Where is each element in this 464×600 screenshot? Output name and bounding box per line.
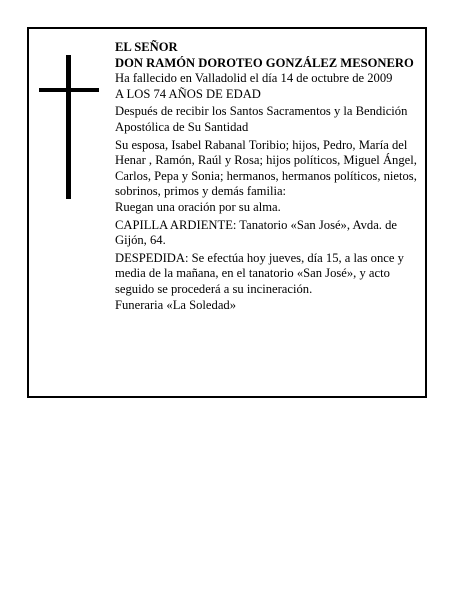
farewell-info: DESPEDIDA: Se efectúa hoy jueves, día 15, a las once y media de la mañana, en el tanatorio «San José», y acto seguido se procederá a su incineración.	[115, 250, 404, 296]
age-statement: A LOS 74 AÑOS DE EDAD	[115, 86, 261, 101]
heading-title: EL SEÑOR	[115, 40, 178, 54]
funeral-home: Funeraria «La Soledad»	[115, 297, 236, 312]
death-statement: Ha fallecido en Valladolid el día 14 de octubre de 2009	[115, 71, 393, 86]
cross-icon	[39, 55, 99, 199]
chapel-info: CAPILLA ARDIENTE: Tanatorio «San José», Avda. de Gijón, 64.	[115, 217, 397, 248]
cross-horizontal-bar	[39, 88, 99, 92]
sacraments-statement: Después de recibir los Santos Sacramentos y la Bendición Apostólica de Su Santidad	[115, 104, 408, 134]
family-statement: Su esposa, Isabel Rabanal Toribio; hijos, Pedro, María del Henar , Ramón, Raúl y Rosa; hijos políticos, Miguel Ángel, Carlos, Pepa y Sonia; hermanos, hermanos políticos, nietos, sobrinos, primos y demás familia:	[115, 137, 417, 199]
cross-vertical-bar	[66, 55, 71, 199]
notice-text	[115, 40, 425, 313]
obituary-notice	[27, 27, 427, 398]
prayer-request: Ruegan una oración por su alma.	[115, 199, 281, 214]
deceased-name: DON RAMÓN DOROTEO GONZÁLEZ MESONERO	[115, 55, 414, 70]
